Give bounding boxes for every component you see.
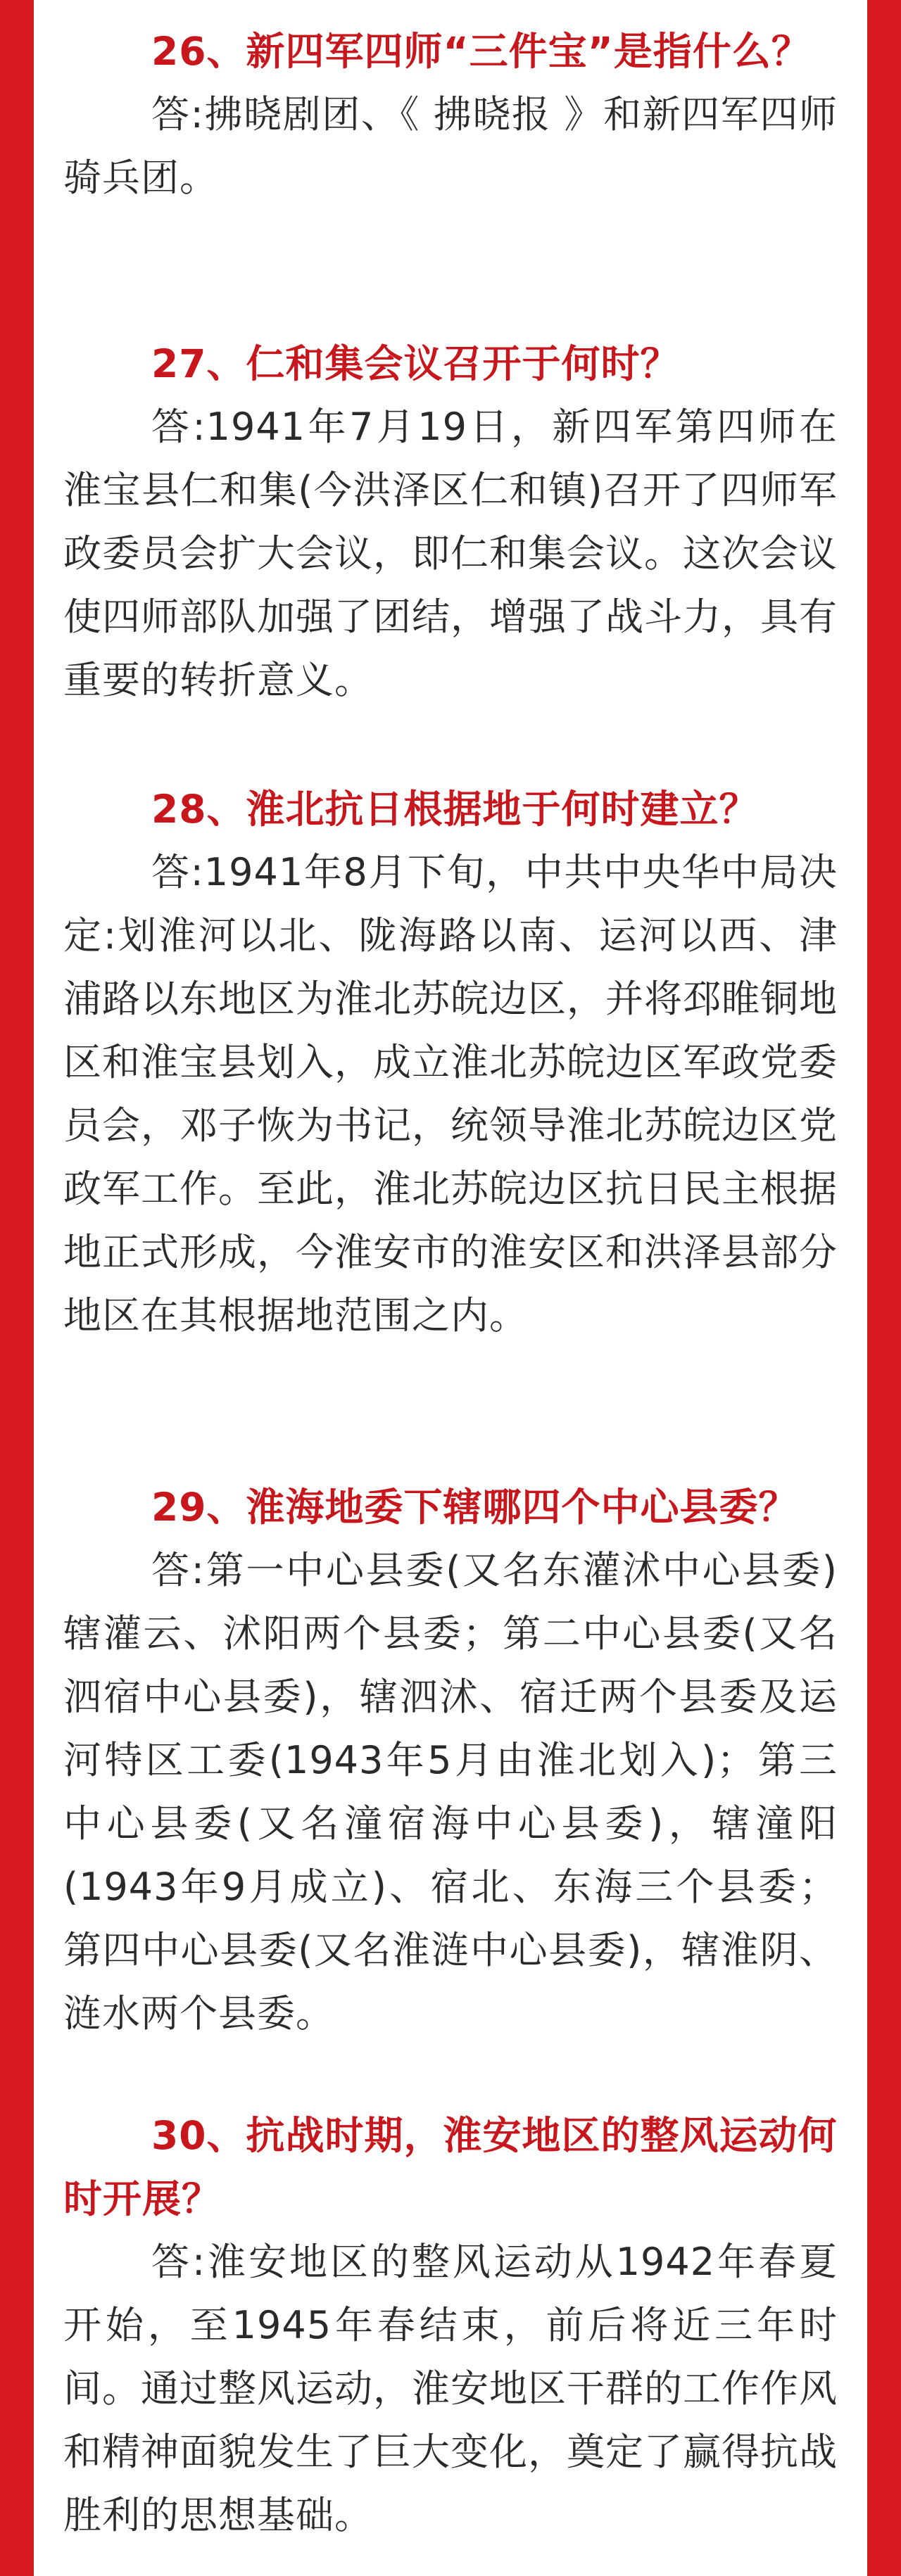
qa-content: [63, 0, 838, 2576]
question-27: 27、仁和集会议召开于何时？: [151, 341, 680, 386]
question-30: 30、抗战时期，淮安地区的整风运动何时开展？: [63, 2113, 838, 2221]
question-28: 28、淮北抗日根据地于何时建立？: [151, 787, 759, 832]
answer-26: 答:拂晓剧团、《 拂晓报 》和新四军四师骑兵团。: [63, 92, 838, 200]
answer-28: 答:1941年8月下旬，中共中央华中局决定:划淮河以北、陇海路以南、运河以西、津浦路以东地区为淮北苏皖边区，并将邳睢铜地区和淮宝县划入，成立淮北苏皖边区军政党委员会，邓子恢为书记，统领导淮北苏皖边区党政军工作。至此，淮北苏皖边区抗日民主根据地正式形成，今淮安市的淮安区和洪泽县部分地区在其根据地范围之内。: [63, 850, 838, 1338]
answer-29: 答:第一中心县委(又名东灌沭中心县委)辖灌云、沭阳两个县委；第二中心县委(又名泗宿中心县委)，辖泗沭、宿迁两个县委及运河特区工委(1943年5月由淮北划入)；第三中心县委(又名潼宿海中心县委)，辖潼阳(1943年9月成立)、宿北、东海三个县委；第四中心县委(又名淮涟中心县委)，辖淮阴、涟水两个县委。: [63, 1548, 838, 2036]
qa-item-28: [63, 778, 838, 1347]
qa-item-29: [63, 1476, 838, 2045]
left-red-border: [0, 0, 34, 2576]
answer-30: 答:淮安地区的整风运动从1942年春夏开始，至1945年春结束，前后将近三年时间。通过整风运动，淮安地区干群的工作作风和精神面貌发生了巨大变化，奠定了赢得抗战胜利的思想基础。: [63, 2240, 838, 2537]
question-29: 29、淮海地委下辖哪四个中心县委？: [151, 1485, 798, 1530]
right-red-border: [867, 0, 901, 2576]
qa-item-30: [63, 2104, 838, 2547]
answer-27: 答:1941年7月19日，新四军第四师在淮宝县仁和集(今洪泽区仁和镇)召开了四师军政委员会扩大会议，即仁和集会议。这次会议使四师部队加强了团结，增强了战斗力，具有重要的转折意义。: [63, 405, 838, 702]
qa-item-27: [63, 332, 838, 712]
qa-item-26: [63, 20, 838, 210]
question-26: 26、新四军四师“三件宝”是指什么？: [151, 29, 811, 74]
